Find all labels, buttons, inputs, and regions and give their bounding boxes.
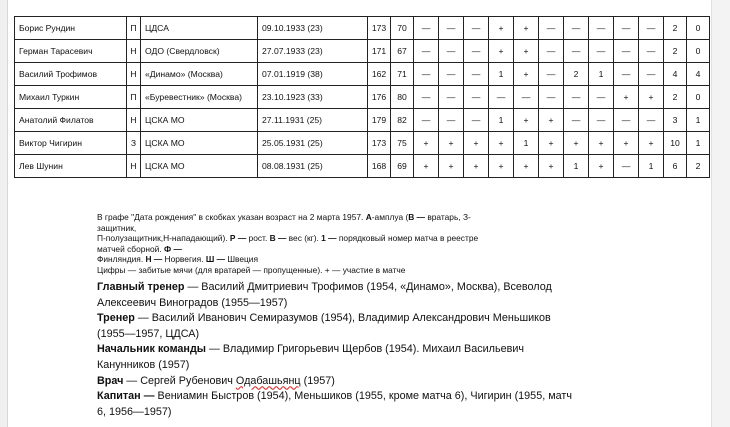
cell-match: — bbox=[589, 40, 614, 63]
cell-match: + bbox=[439, 132, 464, 155]
cell-match: — bbox=[414, 109, 439, 132]
cell-pos: Н bbox=[127, 155, 141, 178]
cell-name: Герман Тарасевич bbox=[15, 40, 127, 63]
cell-match: + bbox=[464, 155, 489, 178]
cell-match: — bbox=[464, 40, 489, 63]
cell-caps: 2 bbox=[664, 17, 687, 40]
doctor: Врач — Сергей Рубенович Одабашьянц (1957) bbox=[97, 374, 335, 387]
cell-match: — bbox=[614, 109, 639, 132]
legend-line: П-полузащитник,Н-нападающий). Р — рост. В — вес (кг). 1 — порядковый номер матча в реестре матчей сборной. Ф — bbox=[97, 233, 479, 254]
cell-match: + bbox=[514, 17, 539, 40]
cell-caps: 2 bbox=[664, 86, 687, 109]
cell-goals: 1 bbox=[687, 132, 710, 155]
team-chief-cont: Канунников (1957) bbox=[97, 358, 190, 371]
cell-match: — bbox=[464, 86, 489, 109]
cell-match: — bbox=[489, 86, 514, 109]
table-row bbox=[15, 17, 710, 40]
cell-h: 173 bbox=[368, 17, 391, 40]
cell-dob: 25.05.1931 (25) bbox=[258, 132, 368, 155]
cell-goals: 4 bbox=[687, 63, 710, 86]
cell-dob: 27.11.1931 (25) bbox=[258, 109, 368, 132]
cell-match: — bbox=[539, 40, 564, 63]
cell-match: — bbox=[464, 17, 489, 40]
cell-club: ОДО (Свердловск) bbox=[141, 40, 258, 63]
legend-line: В графе "Дата рождения" в скобках указан возраст на 2 марта 1957. А-амплуа (В — вратарь, З-защитник, bbox=[97, 212, 471, 233]
cell-h: 173 bbox=[368, 132, 391, 155]
cell-club: ЦСКА МО bbox=[141, 155, 258, 178]
cell-match: — bbox=[589, 109, 614, 132]
cell-pos: Н bbox=[127, 109, 141, 132]
cell-match: — bbox=[464, 109, 489, 132]
table-row bbox=[15, 132, 710, 155]
head-coach-cont: Алексеевич Виноградов (1955—1957) bbox=[97, 296, 288, 309]
cell-dob: 07.01.1919 (38) bbox=[258, 63, 368, 86]
cell-match: 1 bbox=[639, 155, 664, 178]
cell-match: 1 bbox=[564, 155, 589, 178]
table-row bbox=[15, 109, 710, 132]
cell-pos: З bbox=[127, 132, 141, 155]
cell-match: — bbox=[439, 109, 464, 132]
captain-cont: 6, 1956—1957) bbox=[97, 405, 172, 418]
cell-w: 69 bbox=[391, 155, 414, 178]
cell-match: — bbox=[614, 17, 639, 40]
cell-match: — bbox=[564, 17, 589, 40]
cell-match: + bbox=[514, 63, 539, 86]
cell-match: — bbox=[639, 109, 664, 132]
cell-match: — bbox=[414, 63, 439, 86]
cell-h: 171 bbox=[368, 40, 391, 63]
cell-match: — bbox=[439, 40, 464, 63]
cell-h: 162 bbox=[368, 63, 391, 86]
cell-match: + bbox=[514, 109, 539, 132]
cell-w: 75 bbox=[391, 132, 414, 155]
cell-goals: 0 bbox=[687, 40, 710, 63]
table-row bbox=[15, 86, 710, 109]
cell-match: + bbox=[439, 155, 464, 178]
cell-match: — bbox=[639, 17, 664, 40]
cell-match: + bbox=[489, 132, 514, 155]
table-row bbox=[15, 63, 710, 86]
cell-match: — bbox=[439, 17, 464, 40]
spellcheck-word[interactable]: Одабашьянц bbox=[235, 374, 301, 387]
cell-caps: 4 bbox=[664, 63, 687, 86]
table-row bbox=[15, 155, 710, 178]
cell-dob: 08.08.1931 (25) bbox=[258, 155, 368, 178]
cell-dob: 27.07.1933 (23) bbox=[258, 40, 368, 63]
team-chief: Начальник команды — Владимир Григорьевич Щербов (1954). Михаил Васильевич bbox=[97, 343, 524, 356]
roster-table bbox=[14, 16, 710, 178]
cell-match: — bbox=[639, 63, 664, 86]
cell-match: — bbox=[589, 17, 614, 40]
cell-caps: 2 bbox=[664, 40, 687, 63]
cell-goals: 0 bbox=[687, 86, 710, 109]
coach-cont: (1955—1957, ЦДСА) bbox=[97, 327, 200, 340]
cell-match: — bbox=[414, 40, 439, 63]
cell-h: 168 bbox=[368, 155, 391, 178]
cell-match: + bbox=[539, 132, 564, 155]
cell-match: + bbox=[539, 155, 564, 178]
cell-dob: 23.10.1923 (33) bbox=[258, 86, 368, 109]
legend-line: Цифры — забитые мячи (для вратарей — пропущенные). + — участие в матче bbox=[97, 264, 406, 275]
cell-h: 179 bbox=[368, 109, 391, 132]
cell-pos: Н bbox=[127, 40, 141, 63]
cell-w: 67 bbox=[391, 40, 414, 63]
cell-match: 1 bbox=[489, 63, 514, 86]
cell-match: + bbox=[614, 86, 639, 109]
cell-match: — bbox=[514, 86, 539, 109]
cell-match: + bbox=[414, 155, 439, 178]
staff-list bbox=[97, 280, 657, 420]
cell-match: + bbox=[639, 132, 664, 155]
cell-match: — bbox=[439, 63, 464, 86]
cell-match: — bbox=[539, 86, 564, 109]
cell-match: — bbox=[414, 86, 439, 109]
cell-match: + bbox=[539, 109, 564, 132]
cell-match: + bbox=[414, 132, 439, 155]
cell-match: + bbox=[514, 155, 539, 178]
cell-caps: 3 bbox=[664, 109, 687, 132]
cell-match: — bbox=[464, 63, 489, 86]
cell-match: — bbox=[614, 63, 639, 86]
cell-match: + bbox=[589, 155, 614, 178]
left-frame bbox=[0, 0, 8, 427]
cell-w: 71 bbox=[391, 63, 414, 86]
cell-match: + bbox=[564, 132, 589, 155]
cell-name: Михаил Туркин bbox=[15, 86, 127, 109]
coach: Тренер — Василий Иванович Семиразумов (1954), Владимир Александрович Меньшиков bbox=[97, 312, 551, 325]
cell-match: — bbox=[614, 40, 639, 63]
head-coach: Главный тренер — Василий Дмитриевич Трофимов (1954, «Динамо», Москва), Всеволод bbox=[97, 281, 552, 293]
cell-club: «Динамо» (Москва) bbox=[141, 63, 258, 86]
cell-caps: 10 bbox=[664, 132, 687, 155]
cell-club: ЦСКА МО bbox=[141, 132, 258, 155]
legend-notes bbox=[97, 212, 497, 276]
cell-match: + bbox=[614, 132, 639, 155]
cell-h: 176 bbox=[368, 86, 391, 109]
table-row bbox=[15, 40, 710, 63]
captain: Капитан — Вениамин Быстров (1954), Меньшиков (1955, кроме матча 6), Чигирин (1955, матч bbox=[97, 390, 572, 403]
cell-w: 80 bbox=[391, 86, 414, 109]
cell-match: — bbox=[414, 17, 439, 40]
cell-dob: 09.10.1933 (23) bbox=[258, 17, 368, 40]
cell-goals: 1 bbox=[687, 109, 710, 132]
cell-match: 2 bbox=[564, 63, 589, 86]
cell-name: Лев Шунин bbox=[15, 155, 127, 178]
cell-match: + bbox=[639, 86, 664, 109]
cell-pos: Н bbox=[127, 63, 141, 86]
cell-match: — bbox=[539, 17, 564, 40]
cell-name: Анатолий Филатов bbox=[15, 109, 127, 132]
cell-club: ЦСКА МО bbox=[141, 109, 258, 132]
cell-match: — bbox=[614, 155, 639, 178]
cell-name: Василий Трофимов bbox=[15, 63, 127, 86]
cell-match: 1 bbox=[514, 132, 539, 155]
cell-goals: 2 bbox=[687, 155, 710, 178]
cell-name: Виктор Чигирин bbox=[15, 132, 127, 155]
cell-club: «Буревестник» (Москва) bbox=[141, 86, 258, 109]
cell-match: + bbox=[489, 17, 514, 40]
cell-match: — bbox=[589, 86, 614, 109]
cell-match: — bbox=[564, 40, 589, 63]
cell-match: — bbox=[564, 86, 589, 109]
cell-name: Борис Рундин bbox=[15, 17, 127, 40]
cell-w: 82 bbox=[391, 109, 414, 132]
cell-match: + bbox=[514, 40, 539, 63]
cell-match: + bbox=[589, 132, 614, 155]
cell-caps: 6 bbox=[664, 155, 687, 178]
cell-match: — bbox=[564, 109, 589, 132]
cell-match: — bbox=[439, 86, 464, 109]
cell-pos: П bbox=[127, 86, 141, 109]
cell-match: — bbox=[639, 40, 664, 63]
cell-match: + bbox=[464, 132, 489, 155]
legend-line: Финляндия. Н — Норвегия. Ш — Швеция bbox=[97, 254, 259, 265]
cell-goals: 0 bbox=[687, 17, 710, 40]
cell-club: ЦДСА bbox=[141, 17, 258, 40]
cell-w: 70 bbox=[391, 17, 414, 40]
cell-match: 1 bbox=[589, 63, 614, 86]
cell-match: 1 bbox=[489, 109, 514, 132]
cell-match: — bbox=[539, 63, 564, 86]
cell-match: + bbox=[489, 40, 514, 63]
cell-match: + bbox=[489, 155, 514, 178]
right-scroll-gutter[interactable] bbox=[711, 0, 730, 427]
cell-pos: П bbox=[127, 17, 141, 40]
